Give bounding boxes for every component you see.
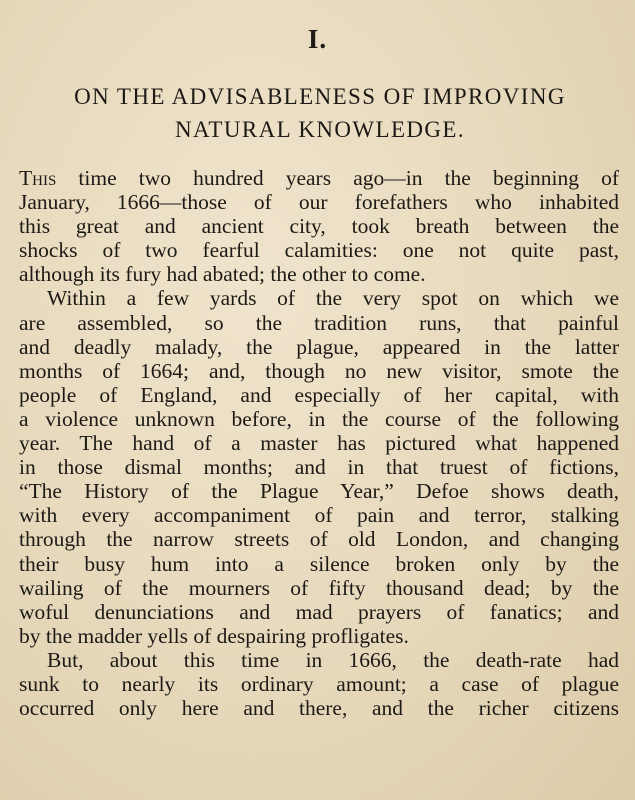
text-line: their busy hum into a silence broken only by the: [19, 551, 619, 576]
text-line: a violence unknown before, in the course of the following: [19, 406, 619, 431]
text-line: and deadly malady, the plague, appeared in the latter: [19, 334, 619, 359]
chapter-title-line-2: NATURAL KNOWLEDGE.: [174, 117, 466, 142]
text-line: although its fury had abated; the other to come.: [19, 262, 426, 287]
text-line: with every accompaniment of pain and terror, stalking: [19, 503, 619, 528]
paragraph-1: [19, 166, 619, 286]
text-line: But, about this time in 1666, the death-rate had: [47, 647, 619, 672]
text-line: months of 1664; and, though no new visitor, smote the: [19, 358, 619, 383]
text-line-content: time two hundred years ago—in the beginning of: [56, 166, 619, 190]
text-line: occurred only here and there, and the richer citizens: [19, 696, 619, 721]
text-line: shocks of two fearful calamities: one not quite past,: [19, 238, 619, 263]
chapter-title-line-1: ON THE ADVISABLENESS OF IMPROVING: [74, 84, 566, 109]
text-line: are assembled, so the tradition runs, that painful: [19, 310, 619, 335]
text-line: by the madder yells of despairing profligates.: [19, 623, 409, 648]
text-line: in those dismal months; and in that truest of fictions,: [19, 455, 619, 480]
text-line: woful denunciations and mad prayers of fanatics; and: [19, 599, 619, 624]
text-line: people of England, and especially of her capital, with: [19, 382, 619, 407]
text-line: this great and ancient city, took breath between the: [19, 214, 619, 239]
paragraph-lead: This: [19, 166, 57, 190]
text-line: wailing of the mourners of fifty thousand dead; by the: [19, 575, 619, 600]
paragraph-2: [19, 286, 619, 647]
paragraph-3: [19, 648, 619, 720]
text-line: sunk to nearly its ordinary amount; a case of plague: [19, 671, 619, 696]
text-line: “The History of the Plague Year,” Defoe shows death,: [19, 479, 619, 504]
text-line: Within a few yards of the very spot on which we: [47, 286, 619, 311]
text-line: through the narrow streets of old London, and changing: [19, 527, 619, 552]
text-line: year. The hand of a master has pictured what happened: [19, 431, 619, 456]
text-line: [19, 166, 619, 190]
chapter-number: I.: [307, 24, 328, 54]
chapter-title: [40, 80, 600, 146]
body-text: [19, 166, 619, 720]
text-line: January, 1666—those of our forefathers who inhabited: [19, 190, 619, 215]
